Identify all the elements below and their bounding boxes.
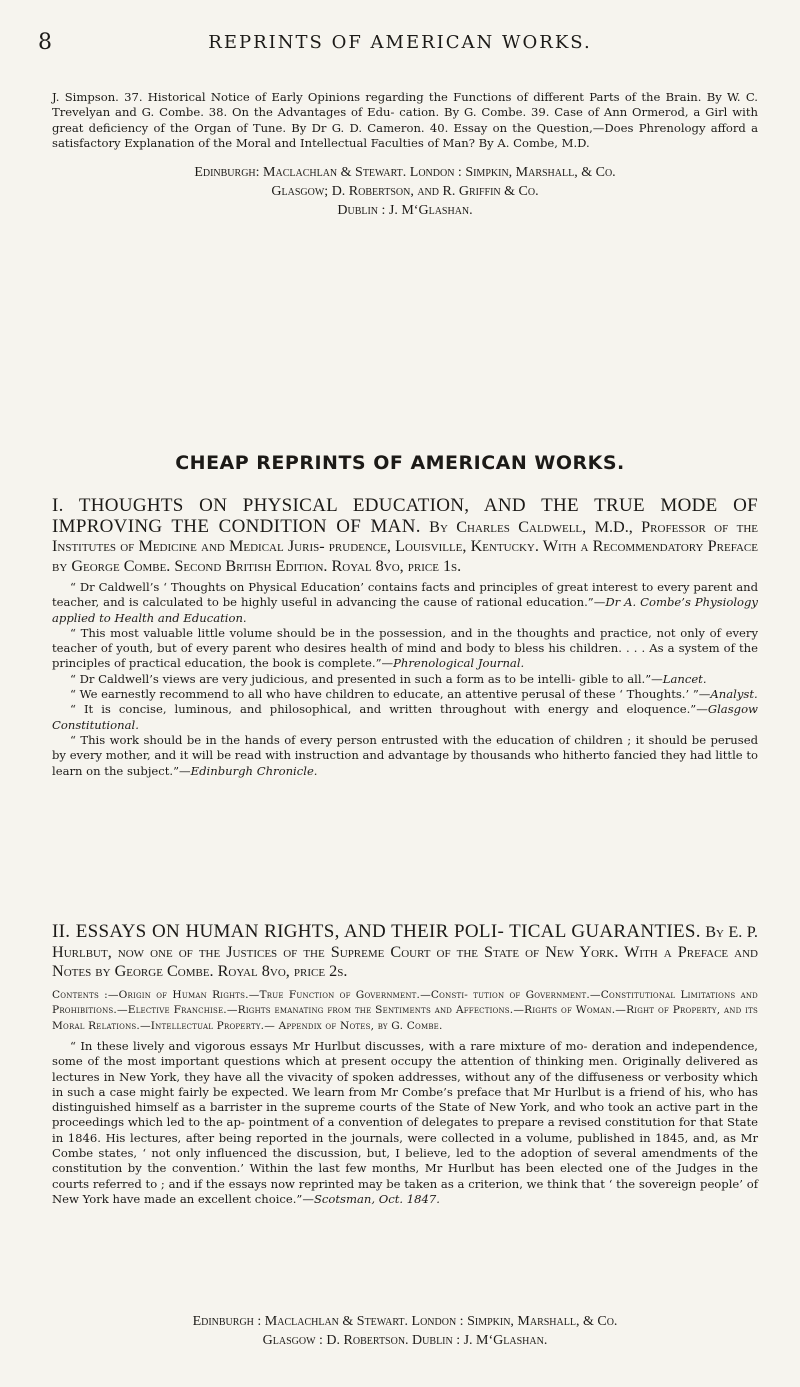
book-2 bbox=[52, 922, 758, 1207]
review-3: “ Dr Caldwell’s views are very judicious, and presented in such a form as to be intelli- gible to all.”—Lancet. bbox=[70, 671, 707, 686]
imprint-bottom bbox=[52, 1312, 758, 1350]
book-2-review bbox=[52, 1039, 758, 1207]
imprint-bottom-line2: Glasgow : D. Robertson. Dublin : J. M‘Glashan. bbox=[262, 1333, 548, 1348]
imprint-top bbox=[52, 163, 758, 220]
main-title: CHEAP REPRINTS OF AMERICAN WORKS. bbox=[175, 452, 625, 474]
book-1-title: I. THOUGHTS ON PHYSICAL EDUCATION, AND THE TRUE MODE OF IMPROVING THE CONDITION OF MAN. bbox=[52, 495, 758, 537]
imprint-top-line1: Edinburgh: Maclachlan & Stewart. London : Simpkin, Marshall, & Co. bbox=[194, 165, 616, 180]
imprint-top-line2: Glasgow; D. Robertson, and R. Griffin & Co. bbox=[271, 184, 539, 199]
review-2: “ This most valuable little volume should be in the possession, and in the thoughts and practice, not only of every teacher of youth, but of every parent who desires health of mind and body to bless his children. . . . As a system of the principles of practical education, the book is complete.”—Phrenological Journal. bbox=[52, 625, 758, 671]
page-header bbox=[0, 30, 800, 60]
running-head: REPRINTS OF AMERICAN WORKS. bbox=[208, 32, 592, 53]
book-1-heading bbox=[52, 496, 758, 576]
top-list bbox=[52, 90, 758, 151]
review-5: “ It is concise, luminous, and philosophical, and written throughout with energy and eloquence.”—Glasgow Constitutional. bbox=[52, 702, 758, 732]
imprint-bottom-line1: Edinburgh : Maclachlan & Stewart. London : Simpkin, Marshall, & Co. bbox=[192, 1314, 618, 1329]
top-list-text: J. Simpson. 37. Historical Notice of Early Opinions regarding the Functions of different Parts of the Brain. By W. C. Trevelyan and G. Combe. 38. On the Advantages of Edu- cation. By G. Combe. 39. Case of Ann Ormerod, a Girl with great deficiency of the Organ of Tune. By Dr G. D. Cameron. 40. Essay on the Question,—Does Phrenology afford a satisfactory Explanation of the Moral and Intellectual Faculties of Man? By A. Combe, M.D. bbox=[52, 90, 758, 150]
book-2-contents: Contents :—Origin of Human Rights.—True Function of Government.—Consti- tution of Government.—Constitutional Limitations and Prohibitions.—Elective Franchise.—Rights emanating from the Sentiments and Affections.—Rights of Woman.—Right of Property, and its Moral Relations.—Intellectual Property.— Appendix of Notes, by G. Combe. bbox=[52, 988, 758, 1032]
book-1-byline: By Charles Caldwell, M.D., Professor of the Institutes of Medicine and Medical Juris- prudence, Louisville, Kentucky. With a Recommendatory Preface by George Combe. Second British Edition. Royal 8vo, price 1s. bbox=[52, 517, 758, 575]
book-1-reviews bbox=[52, 580, 758, 779]
book-1 bbox=[52, 496, 758, 779]
review-4: “ We earnestly recommend to all who have children to educate, an attentive perusal of these ‘ Thoughts.’ ”—Analyst. bbox=[70, 687, 758, 702]
review-6: “ This work should be in the hands of every person entrusted with the education of children ; it should be perused by every mother, and it will be read with instruction and advantage by thousands who hitherto fancied they had little to learn on the subject.”—Edinburgh Chronicle. bbox=[52, 732, 758, 778]
review-1: “ Dr Caldwell’s ‘ Thoughts on Physical Education’ contains facts and principles of great interest to every parent and teacher, and is calculated to be highly useful in advancing the cause of rational education.”—Dr A. Combe’s Physiology applied to Health and Education. bbox=[52, 580, 758, 625]
review-scotsman: “ In these lively and vigorous essays Mr Hurlbut discusses, with a rare mixture of mo- deration and independence, some of the most important questions which at present occupy the attention of thinking men. Originally delivered as lectures in New York, they have all the vivacity of spoken addresses, without any of the diffuseness or verbosity which in such a case might fairly be expected. We learn from Mr Combe’s preface that Mr Hurlbut is a friend of his, who has distinguished himself as a barrister in the supreme courts of the State of New York, and who took an active part in the proceedings which led to the ap- pointment of a convention of delegates to prepare a revised constitution for that State in 1846. His lectures, after being reported in the journals, were collected in a volume, published in 1845, and, as Mr Combe states, ‘ not only influenced the discussion, but, I believe, led to the adoption of several amendments of the constitution by the convention.’ Within the last few months, Mr Hurlbut has been elected one of the Judges in the courts referred to ; and if the essays now reprinted may be taken as a criterion, we think that ‘ the sovereign people’ of New York have made an excellent choice.”—Scotsman, Oct. 1847. bbox=[52, 1039, 758, 1206]
imprint-top-line3: Dublin : J. M‘Glashan. bbox=[337, 203, 473, 218]
book-2-heading bbox=[52, 922, 758, 982]
page-number: 8 bbox=[38, 30, 52, 55]
book-2-title: II. ESSAYS ON HUMAN RIGHTS, AND THEIR POLI- TICAL GUARANTIES. bbox=[52, 921, 701, 942]
book-2-byline: By E. P. Hurlbut, now one of the Justices of the Supreme Court of the State of New York. With a Preface and Notes by George Combe. Royal 8vo, price 2s. bbox=[52, 923, 758, 980]
